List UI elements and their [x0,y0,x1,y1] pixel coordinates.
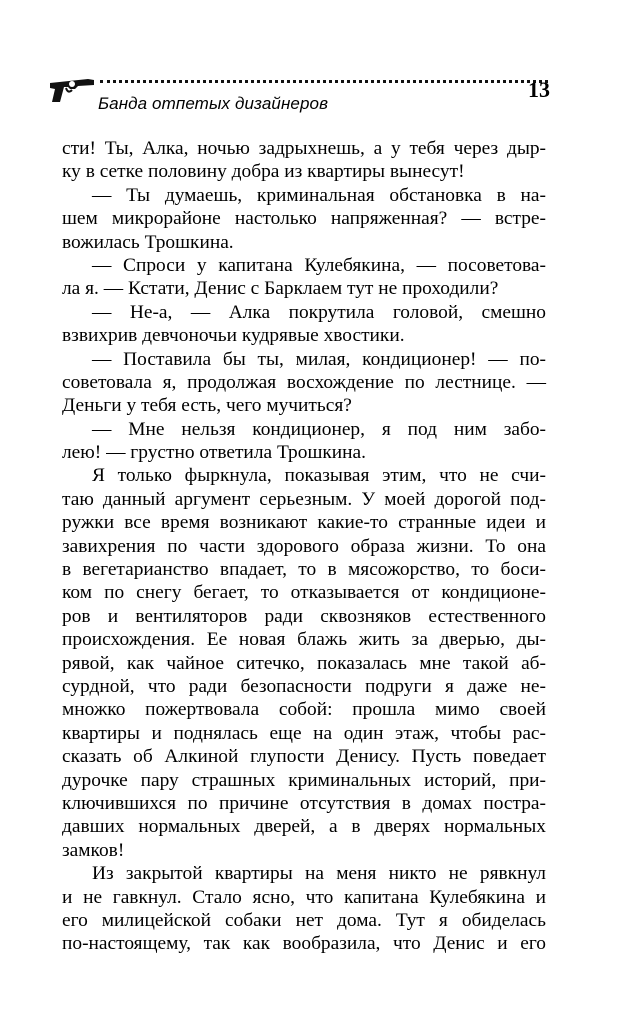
text-line: сказать об Алкиной глупости Денису. Пусть поведает [62,746,546,768]
text-line: завихрения по части здорового образа жизни. То она [62,535,546,557]
text-line: ла я. — Кстати, Денис с Барклаем тут не проходили? [62,278,499,300]
text-line: ружки все время возникают какие-то странные идеи и [62,512,546,534]
header-dotted-rule [100,80,548,83]
text-line: — Не-а, — Алка покрутила головой, смешно [92,301,546,323]
text-line: — Спроси у капитана Кулебякина, — посоветова- [92,254,546,276]
text-line: Из закрытой квартиры на меня никто не рявкнул [92,863,546,885]
text-line: происхождения. Ее новая блажь жить за дверью, ды- [62,629,546,651]
text-line: в вегетарианство впадает, то в мясожорство, то боси- [62,559,546,581]
text-line: — Поставила бы ты, милая, кондиционер! — по- [92,348,546,370]
page-number: 13 [528,77,550,102]
page-text [62,137,546,956]
text-line: по-настоящему, так как вообразила, что Денис и его [62,933,546,955]
text-line: взвихрив девчоночьи кудрявые хвостики. [62,325,405,347]
text-line: Деньги у тебя есть, чего мучиться? [62,395,352,417]
text-line: ров и вентиляторов ради сквозняков естественного [62,605,546,627]
text-line: давших нормальных дверей, а в дверях нормальных [62,816,546,838]
text-line: сурдной, что ради безопасности подруги я даже не- [62,675,546,697]
text-line: дурочке пару страшных криминальных историй, при- [62,769,546,791]
text-line: рявой, как чайное ситечко, показалась мне такой аб- [62,652,546,674]
text-line: множко пожертвовала собой: прошла мимо своей [62,699,546,721]
text-line: лею! — грустно ответила Трошкина. [62,442,367,464]
text-line: таю данный аргумент серьезным. У моей дорогой под- [62,488,546,510]
revolver-icon [48,74,100,104]
text-line: ку в сетке половину добра из квартиры вынесут! [62,161,465,183]
text-line: ком по снегу бегает, то отказывается от кондиционе- [62,582,546,604]
text-line: и не гавкнул. Стало ясно, что капитана Кулебякина и [62,886,546,908]
text-line: замков! [62,839,125,861]
text-line: — Ты думаешь, криминальная обстановка в на- [92,184,546,206]
text-line: ключившихся по причине отсутствия в домах постра- [62,792,546,814]
text-line: вожилась Трошкина. [62,231,234,253]
text-line: его милицейской собаки нет дома. Тут я обиделась [62,909,546,931]
text-line: — Мне нельзя кондиционер, я под ним забо- [92,418,546,440]
text-line: советовала я, продолжая восхождение по лестнице. — [62,371,546,393]
text-line: квартиры и поднялась еще на один этаж, чтобы рас- [62,722,546,744]
text-line: шем микрорайоне настолько напряженная? — встре- [62,208,546,230]
page-header [48,72,558,122]
running-title: Банда отпетых дизайнеров [98,94,329,113]
text-line: сти! Ты, Алка, ночью задрыхнешь, а у тебя через дыр- [62,138,546,159]
text-line: Я только фыркнула, показывая этим, что не счи- [92,465,546,487]
